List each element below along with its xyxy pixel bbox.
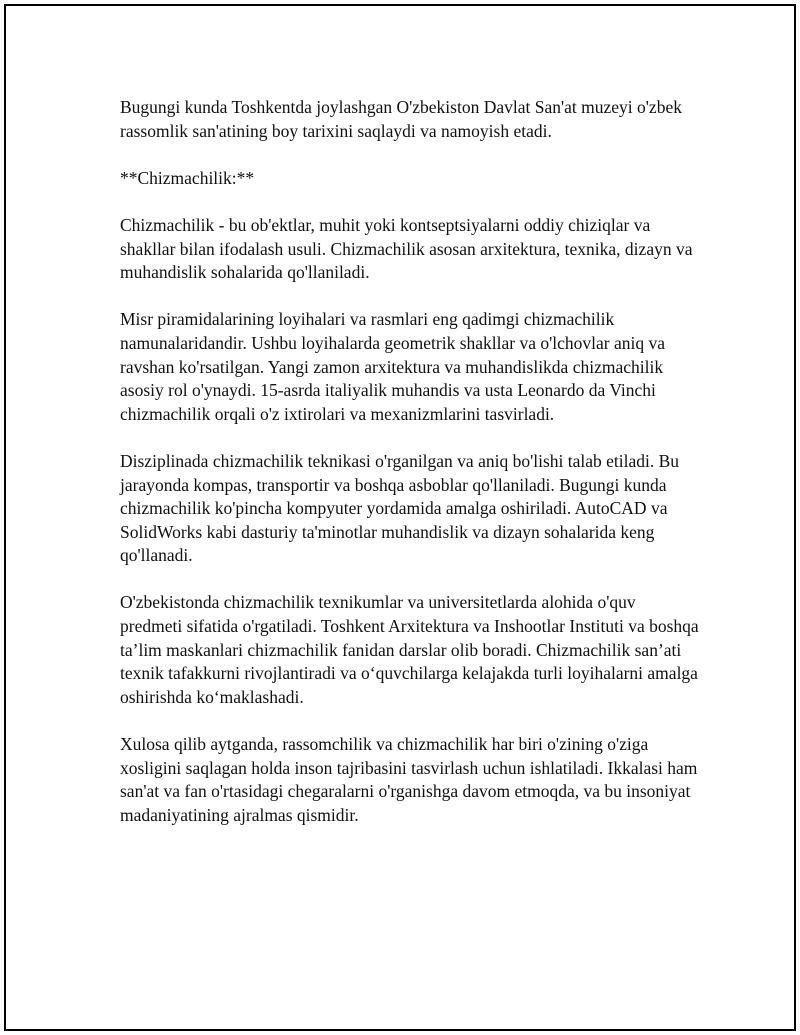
paragraph-intro: Bugungi kunda Toshkentda joylashgan O'zbekiston Davlat San'at muzeyi o'zbek rassomlik san'atining boy tarixini saqlaydi va namoyish etadi. [120, 97, 682, 141]
paragraph-conclusion: Xulosa qilib aytganda, rassomchilik va chizmachilik har biri o'zining o'ziga xosligini saqlagan holda inson tajribasini tasvirlash uchun ishlatiladi. Ikkalasi ham san'at va fan o'rtasidagi chegaralarni o'rganishga davom etmoqda, va bu insoniyat madaniyatining ajralmas qismidir. [120, 734, 698, 825]
paragraph-education: O'zbekistonda chizmachilik texnikumlar va universitetlarda alohida o'quv predmeti sifatida o'rgatiladi. Toshkent Arxitektura va Inshootlar Instituti va boshqa ta’lim maskanlari chizmachilik fanidan darslar olib boradi. Chizmachilik san’ati texnik tafakkurni rivojlantiradi va o‘quvchilarga kelajakda turli loyihalarni amalga oshirishda ko‘maklashadi. [120, 592, 699, 707]
section-heading: **Chizmachilik:** [120, 167, 255, 188]
paragraph-technique: Disziplinada chizmachilik teknikasi o'rganilgan va aniq bo'lishi talab etiladi. Bu jarayonda kompas, transportir va boshqa asboblar qo'llaniladi. Bugungi kunda chizmachilik ko'pincha kompyuter yordamida amalga oshiriladi. AutoCAD va SolidWorks kabi dasturiy ta'minotlar muhandislik va dizayn sohalarida keng qo'llanadi. [120, 450, 680, 566]
document-body [120, 96, 700, 851]
document-page [4, 4, 796, 1031]
paragraph-definition: Chizmachilik - bu ob'ektlar, muhit yoki kontseptsiyalarni oddiy chiziqlar va shakllar bilan ifodalash usuli. Chizmachilik asosan arxitektura, texnika, dizayn va muhandislik sohalarida qo'llaniladi. [120, 214, 693, 283]
paragraph-history: Misr piramidalarining loyihalari va rasmlari eng qadimgi chizmachilik namunalaridandir. Ushbu loyihalarda geometrik shakllar va o'lchovlar aniq va ravshan ko'rsatilgan. Yangi zamon arxitektura va muhandislikda chizmachilik asosiy rol o'ynaydi. 15-asrda italiyalik muhandis va usta Leonardo da Vinchi chizmachilik orqali o'z ixtirolari va mexanizmlarini tasvirladi. [120, 309, 665, 424]
